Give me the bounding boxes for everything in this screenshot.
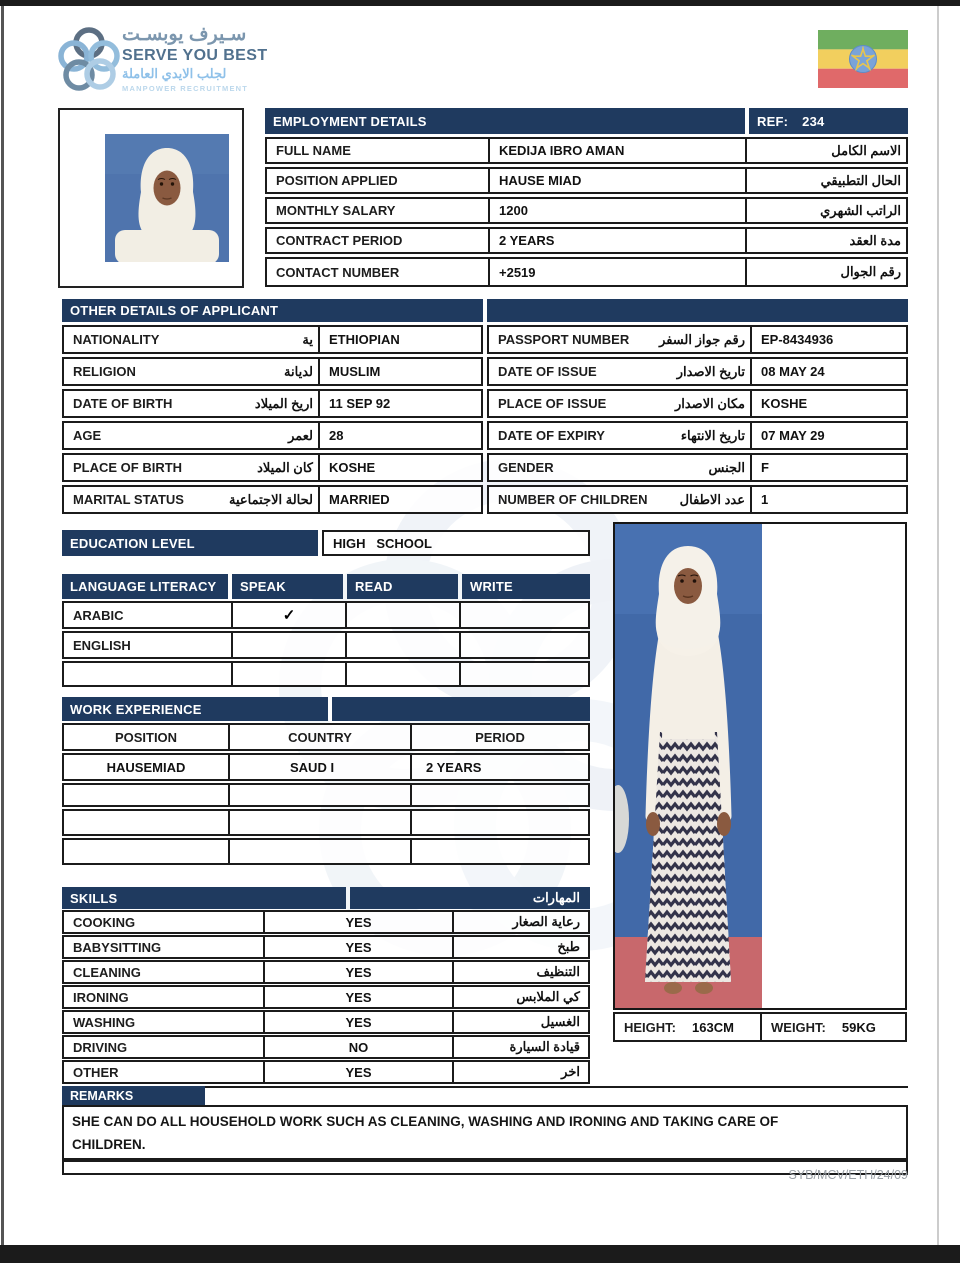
detail-row: [487, 485, 908, 514]
work-row: [62, 753, 590, 781]
document-footer-code: SYB/MCV/ETH/24/09: [788, 1168, 908, 1182]
row-label-ar: الراتب الشهري: [820, 202, 901, 218]
row-value: 2 YEARS: [499, 233, 555, 248]
skill-row: [62, 935, 590, 959]
row-label-ar: رقم جواز السفر: [659, 331, 745, 347]
row-value: 07 MAY 29: [761, 428, 825, 443]
row-value: EP-8434936: [761, 332, 834, 347]
skill-value: YES: [345, 1014, 372, 1030]
row-value: KOSHE: [761, 396, 808, 411]
row-value: MUSLIM: [329, 364, 381, 379]
period-cell: 2 YEARS: [426, 759, 482, 775]
row-label-ar: تاريخ الانتهاء: [680, 427, 745, 443]
scan-edge-top: [0, 0, 960, 6]
remarks-box: [62, 1105, 908, 1160]
detail-row: [487, 357, 908, 386]
work-experience-table: [62, 697, 590, 865]
row-label: MONTHLY SALARY: [276, 203, 396, 218]
row-label-ar: الاسم الكامل: [831, 142, 901, 158]
row-label: CONTRACT PERIOD: [276, 233, 403, 248]
skill-label: DRIVING: [73, 1039, 128, 1055]
row-value: 1200: [499, 203, 528, 218]
employment-details-title: EMPLOYMENT DETAILS: [273, 113, 427, 129]
detail-row: [487, 389, 908, 418]
height-label: HEIGHT:: [624, 1019, 676, 1035]
row-label-ar: مكان الاصدار: [674, 395, 745, 411]
language-row: [62, 601, 590, 629]
detail-row: [62, 389, 483, 418]
row-value: HAUSE MIAD: [499, 173, 582, 188]
row-value: KEDIJA IBRO AMAN: [499, 143, 625, 158]
row-label: AGE: [73, 428, 102, 443]
remarks-header: [62, 1086, 205, 1105]
employment-details-table: [265, 108, 908, 290]
read-header: READ: [355, 579, 393, 594]
serve-you-best-logo-icon: [58, 24, 120, 100]
ref-label: REF:: [757, 113, 789, 129]
row-label-ar: ية: [302, 331, 313, 347]
row-value: MARRIED: [329, 492, 390, 507]
remarks-title: REMARKS: [70, 1088, 134, 1103]
row-label-ar: لحالة الاجتماعية: [229, 491, 313, 507]
scan-edge-bottom: [0, 1245, 960, 1263]
scan-edge-left: [1, 6, 4, 1245]
row-label: CONTACT NUMBER: [276, 264, 400, 280]
applicant-full-body-photo: [613, 522, 907, 1010]
skill-value: YES: [345, 939, 372, 955]
employment-row: [265, 227, 908, 254]
skill-label: CLEANING: [73, 964, 141, 980]
work-row: [62, 783, 590, 807]
skills-table: [62, 887, 590, 1084]
row-label: PLACE OF BIRTH: [73, 460, 183, 475]
employment-row: [265, 137, 908, 164]
detail-row: [487, 453, 908, 482]
skill-row: [62, 1010, 590, 1034]
skill-row: [62, 1035, 590, 1059]
skills-title-ar: المهارات: [532, 890, 580, 905]
ethiopia-flag-icon: [818, 30, 908, 88]
skill-value: YES: [345, 964, 372, 980]
skill-label-ar: التنظيف: [536, 964, 580, 979]
skill-value: YES: [345, 989, 372, 1005]
weight-value: 59KG: [841, 1019, 876, 1035]
row-value: 11 SEP 92: [329, 396, 391, 411]
education-level-value: HIGH SCHOOL: [333, 535, 432, 551]
detail-row: [62, 325, 483, 354]
work-row: [62, 809, 590, 836]
skill-row: [62, 960, 590, 984]
other-details-header-right: [487, 299, 908, 322]
row-label-ar: اريخ الميلاد: [254, 395, 313, 411]
country-header: COUNTRY: [288, 729, 352, 745]
country-cell: SAUD I: [290, 759, 335, 775]
skill-row: [62, 910, 590, 934]
speak-header: SPEAK: [240, 579, 286, 594]
remarks-top-border: [205, 1086, 908, 1088]
skill-label-ar: الغسيل: [540, 1014, 580, 1029]
skill-label-ar: قيادة السيارة: [509, 1039, 580, 1054]
row-label-ar: لديانة: [284, 363, 313, 379]
logo-tagline: MANPOWER RECRUITMENT: [122, 84, 249, 93]
skill-value: YES: [345, 1064, 372, 1080]
row-label: RELIGION: [73, 364, 136, 379]
skill-label: OTHER: [73, 1064, 119, 1080]
row-label-ar: الحال التطبيقي: [820, 172, 901, 188]
skill-label: IRONING: [73, 989, 129, 1005]
row-label-ar: رقم الجوال: [840, 264, 901, 279]
row-value: 08 MAY 24: [761, 364, 825, 379]
row-label-ar: الجنس: [708, 459, 745, 475]
row-value: 1: [761, 492, 769, 507]
position-cell: HAUSEMIAD: [106, 759, 186, 775]
row-label: DATE OF ISSUE: [498, 364, 597, 379]
row-label: NUMBER OF CHILDREN: [498, 492, 648, 507]
scan-edge-right: [937, 6, 939, 1245]
detail-row: [487, 421, 908, 450]
language-row: [62, 631, 590, 659]
applicant-portrait-photo: [58, 108, 244, 288]
language-row: [62, 661, 590, 687]
row-label: GENDER: [498, 460, 554, 475]
education-level-label: EDUCATION LEVEL: [70, 535, 195, 551]
work-header-row: [62, 723, 590, 751]
education-level-row: [62, 530, 590, 556]
write-header: WRITE: [470, 579, 513, 594]
row-label: DATE OF EXPIRY: [498, 428, 605, 443]
skill-label: WASHING: [73, 1014, 136, 1030]
row-value: ETHIOPIAN: [329, 332, 400, 347]
row-label: DATE OF BIRTH: [73, 396, 173, 411]
skill-label-ar: طبخ: [557, 939, 580, 954]
skill-label: BABYSITTING: [73, 939, 162, 955]
row-label-ar: مدة العقد: [849, 232, 901, 248]
language-literacy-header: LANGUAGE LITERACY: [70, 579, 217, 594]
height-value: 163CM: [692, 1019, 734, 1035]
row-value: +2519: [499, 264, 536, 280]
row-label-ar: كان الميلاد: [257, 459, 313, 475]
row-label-ar: عدد الاطفال: [679, 491, 745, 507]
education-level-header: [62, 530, 318, 556]
skill-row: [62, 1060, 590, 1084]
skill-label-ar: اخر: [561, 1064, 580, 1079]
skill-label: COOKING: [73, 914, 136, 930]
detail-row: [487, 325, 908, 354]
other-details-left-table: [62, 325, 483, 517]
skills-title: SKILLS: [70, 890, 118, 906]
language-name: ENGLISH: [73, 637, 131, 653]
ref-value: 234: [802, 113, 825, 129]
row-label: MARITAL STATUS: [73, 492, 184, 507]
skill-label-ar: رعاية الصغار: [512, 914, 580, 929]
row-label: PASSPORT NUMBER: [498, 332, 630, 347]
detail-row: [62, 453, 483, 482]
employment-row: [265, 197, 908, 224]
logo-arabic-tagline: لجلب الايدي العاملة: [122, 66, 227, 81]
skill-label-ar: كي الملابس: [516, 989, 580, 1004]
language-name: ARABIC: [73, 607, 124, 623]
row-value: F: [761, 460, 769, 475]
row-label: FULL NAME: [276, 143, 351, 158]
other-details-title: OTHER DETAILS OF APPLICANT: [70, 303, 279, 318]
employment-details-header: [265, 108, 745, 134]
remarks-text: SHE CAN DO ALL HOUSEHOLD WORK SUCH AS CLEANING, WASHING AND IRONING AND TAKING CARE OF CHILDREN.: [72, 1114, 779, 1152]
work-row: [62, 838, 590, 865]
row-label: POSITION APPLIED: [276, 173, 398, 188]
other-details-right-table: [487, 325, 908, 517]
row-label: PLACE OF ISSUE: [498, 396, 607, 411]
weight-label: WEIGHT:: [771, 1019, 826, 1035]
employment-row: [265, 167, 908, 194]
detail-row: [62, 421, 483, 450]
ref-header: [749, 108, 908, 134]
language-literacy-table: [62, 574, 590, 687]
logo-name: SERVE YOU BEST: [122, 47, 268, 64]
skill-value: YES: [345, 914, 372, 930]
row-label: NATIONALITY: [73, 332, 160, 347]
work-experience-title: WORK EXPERIENCE: [70, 701, 202, 717]
row-value: 28: [329, 428, 344, 443]
skill-value: NO: [348, 1039, 369, 1055]
logo-arabic-name: سـيرف يوبسـت: [122, 24, 247, 45]
detail-row: [62, 357, 483, 386]
skill-row: [62, 985, 590, 1009]
row-value: KOSHE: [329, 460, 376, 475]
detail-row: [62, 485, 483, 514]
position-header: POSITION: [114, 729, 178, 745]
row-label-ar: لعمر: [288, 427, 313, 443]
checkmark-icon: ✓: [282, 607, 296, 624]
other-details-section: [62, 299, 908, 517]
employment-row: [265, 257, 908, 287]
period-header: PERIOD: [475, 729, 525, 745]
physical-stats-row: [613, 1012, 907, 1042]
other-details-header: [62, 299, 483, 322]
row-label-ar: تاريخ الاصدار: [676, 363, 745, 379]
